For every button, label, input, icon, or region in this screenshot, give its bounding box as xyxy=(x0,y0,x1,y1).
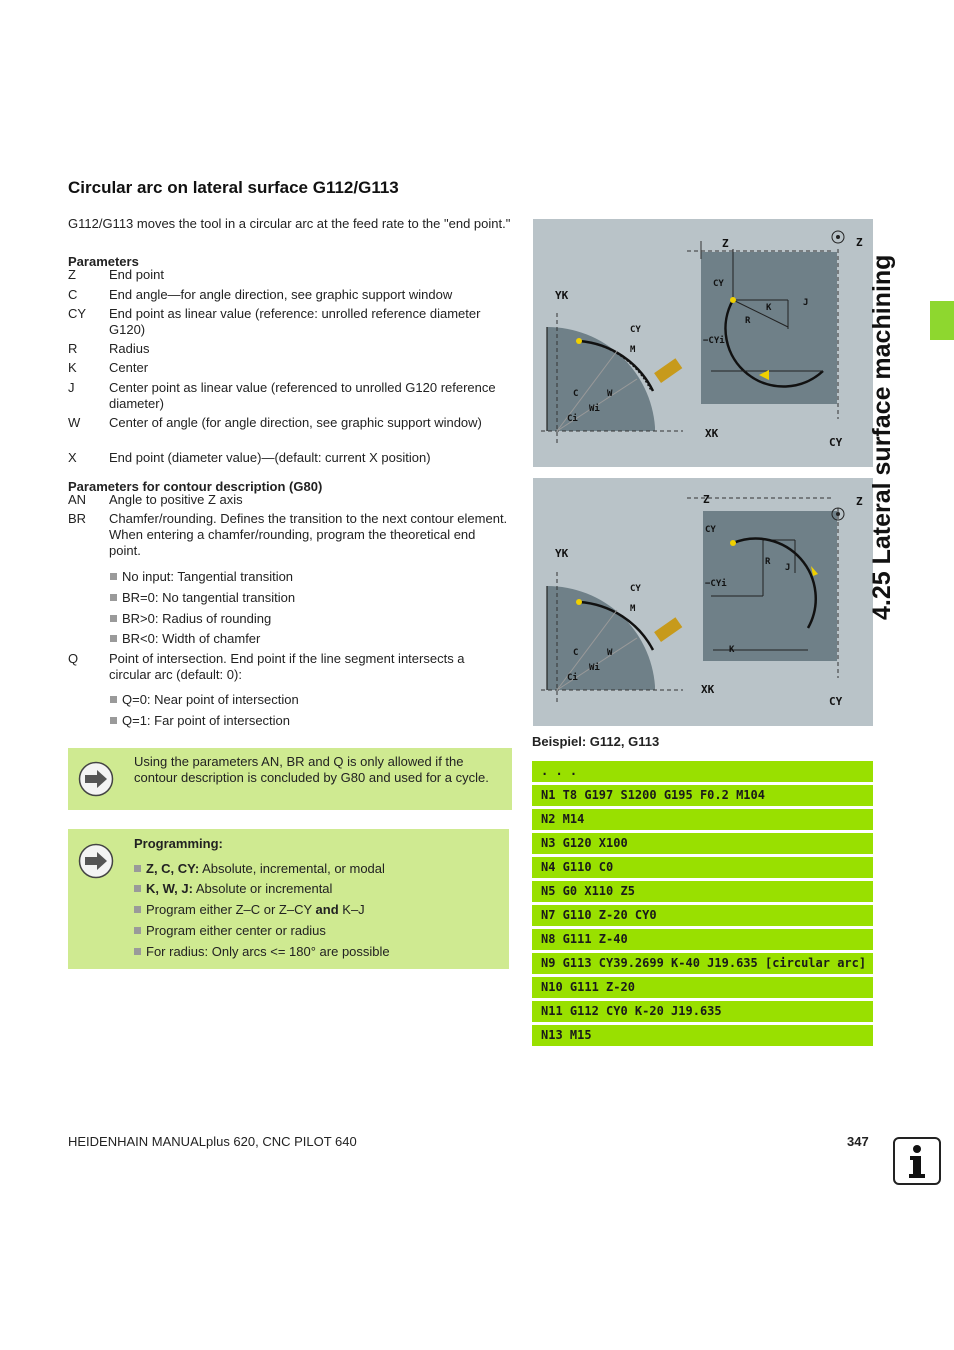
programming-item-bold: K, W, J: xyxy=(146,881,193,896)
bullet-square-icon xyxy=(110,615,117,622)
code-line: N10 G111 Z-20 xyxy=(532,977,873,998)
footer-text: HEIDENHAIN MANUALplus 620, CNC PILOT 640 xyxy=(68,1134,357,1149)
label-xk: XK xyxy=(701,683,715,696)
bullet-item xyxy=(110,611,271,627)
parameter-value: Chamfer/rounding. Defines the transition to the next contour element. When entering a chamfer/rounding, program the theoretical end point. xyxy=(109,511,508,558)
code-line: N7 G110 Z-20 CY0 xyxy=(532,905,873,926)
label-z-right: Z xyxy=(856,495,863,508)
label-c: C xyxy=(573,648,579,658)
chapter-side-label: 4.25 Lateral surface machining xyxy=(868,254,896,620)
note-text: Using the parameters AN, BR and Q is only allowed if the contour description is concluded by G80 and used for a cycle. xyxy=(134,754,489,785)
label-cy-arc: CY xyxy=(630,325,641,335)
section-title: Circular arc on lateral surface G112/G113 xyxy=(68,178,399,197)
parameter-value: Radius xyxy=(109,341,150,356)
label-cy: CY xyxy=(829,695,843,708)
parameter-key: C xyxy=(68,287,78,302)
label-k: K xyxy=(729,645,735,655)
bullet-square-icon xyxy=(134,865,141,872)
bullet-text: Q=1: Far point of intersection xyxy=(122,713,291,728)
code-line: N9 G113 CY39.2699 K-40 J19.635 [circular arc] xyxy=(532,953,873,974)
bullet-square-icon xyxy=(134,927,141,934)
parameter-value: Center of angle (for angle direction, see graphic support window) xyxy=(109,415,482,430)
parameter-key: BR xyxy=(68,511,87,526)
bullet-square-icon xyxy=(134,885,141,892)
label-j: J xyxy=(785,563,791,573)
label-j: J xyxy=(803,298,809,308)
bullet-item xyxy=(110,692,299,708)
arrow-right-icon xyxy=(78,843,114,879)
parameter-value: End point (diameter value)—(default: current X position) xyxy=(109,450,431,465)
parameter-key: Z xyxy=(68,267,76,282)
figure-g112 xyxy=(533,219,873,467)
label-cy-arc: CY xyxy=(630,584,641,594)
label-r: R xyxy=(745,316,751,326)
page-number: 347 xyxy=(847,1134,869,1149)
programming-item-pre: Program either Z–C or Z–CY xyxy=(146,902,316,917)
label-cyi: −CYi xyxy=(705,579,727,589)
programming-item-rest: For radius: Only arcs <= 180° are possible xyxy=(146,944,390,959)
bullet-item xyxy=(110,590,295,606)
programming-item xyxy=(134,861,385,877)
code-line: N11 G112 CY0 K-20 J19.635 xyxy=(532,1001,873,1022)
code-line: N13 M15 xyxy=(532,1025,873,1046)
label-wi: Wi xyxy=(589,663,600,673)
code-line: N5 G0 X110 Z5 xyxy=(532,881,873,902)
label-w: W xyxy=(607,389,613,399)
figure-g113 xyxy=(533,478,873,726)
parameter-value: End point xyxy=(109,267,164,282)
label-z-right: Z xyxy=(856,236,863,249)
figure-g113-drawing xyxy=(533,478,873,726)
programming-heading: Programming: xyxy=(134,836,223,851)
label-cy-top: CY xyxy=(705,525,716,535)
bullet-square-icon xyxy=(134,906,141,913)
code-line: . . . xyxy=(532,761,873,782)
parameter-key: Q xyxy=(68,651,79,666)
code-line: N3 G120 X100 xyxy=(532,833,873,854)
chapter-tab xyxy=(930,301,954,340)
parameter-key: X xyxy=(68,450,77,465)
programming-item xyxy=(134,923,326,939)
bullet-item xyxy=(110,713,290,729)
programming-item-rest: K–J xyxy=(338,902,365,917)
figure-g112-drawing xyxy=(533,219,873,467)
label-k: K xyxy=(766,303,772,313)
parameter-key: CY xyxy=(68,306,87,321)
code-line: N8 G111 Z-40 xyxy=(532,929,873,950)
arrow-right-icon xyxy=(78,761,114,797)
programming-item xyxy=(134,944,390,960)
programming-item-bold: Z, C, CY: xyxy=(146,861,200,876)
note-box-programming xyxy=(68,829,509,969)
label-ci: Ci xyxy=(567,414,578,424)
label-cyi: −CYi xyxy=(703,336,725,346)
programming-item xyxy=(134,902,365,918)
bullet-square-icon xyxy=(110,717,117,724)
label-w: W xyxy=(607,648,613,658)
parameter-value: Center point as linear value (referenced to unrolled G120 reference diameter) xyxy=(109,380,496,411)
bullet-text: Q=0: Near point of intersection xyxy=(122,692,299,707)
label-yk: YK xyxy=(555,289,569,302)
label-c: C xyxy=(573,389,579,399)
bullet-text: No input: Tangential transition xyxy=(122,569,294,584)
label-r: R xyxy=(765,557,771,567)
code-line: N1 T8 G197 S1200 G195 F0.2 M104 xyxy=(532,785,873,806)
label-z: Z xyxy=(722,237,729,250)
parameters-heading: Parameters xyxy=(68,254,139,269)
bullet-square-icon xyxy=(110,635,117,642)
parameter-key: K xyxy=(68,360,77,375)
bullet-item xyxy=(110,569,293,585)
bullet-text: BR=0: No tangential transition xyxy=(122,590,296,605)
label-yk: YK xyxy=(555,547,569,560)
code-line: N2 M14 xyxy=(532,809,873,830)
parameter-value: Point of intersection. End point if the line segment intersects a circular arc (default: 0): xyxy=(109,651,465,682)
parameter-key: W xyxy=(68,415,81,430)
bullet-text: BR>0: Radius of rounding xyxy=(122,611,272,626)
bullet-square-icon xyxy=(134,948,141,955)
parameter-key: R xyxy=(68,341,78,356)
label-cy: CY xyxy=(829,436,843,449)
label-z: Z xyxy=(703,493,710,506)
programming-item-bold: and xyxy=(315,902,339,917)
bullet-square-icon xyxy=(110,573,117,580)
parameter-value: End angle—for angle direction, see graphic support window xyxy=(109,287,453,302)
programming-item-rest: Program either center or radius xyxy=(146,923,326,938)
info-icon xyxy=(893,1137,941,1185)
bullet-square-icon xyxy=(110,696,117,703)
code-line: N4 G110 C0 xyxy=(532,857,873,878)
note-box-cycle xyxy=(68,748,512,810)
label-wi: Wi xyxy=(589,404,600,414)
parameter-value: Angle to positive Z axis xyxy=(109,492,243,507)
parameter-key: AN xyxy=(68,492,87,507)
label-ci: Ci xyxy=(567,673,578,683)
programming-item-rest: Absolute, incremental, or modal xyxy=(199,861,385,876)
label-m: M xyxy=(630,345,636,355)
programming-item-rest: Absolute or incremental xyxy=(192,881,333,896)
bullet-square-icon xyxy=(110,594,117,601)
parameter-value: End point as linear value (reference: unrolled reference diameter G120) xyxy=(109,306,481,337)
label-cy-top: CY xyxy=(713,279,724,289)
label-xk: XK xyxy=(705,427,719,440)
bullet-text: BR<0: Width of chamfer xyxy=(122,631,261,646)
programming-item xyxy=(134,881,332,897)
example-heading: Beispiel: G112, G113 xyxy=(532,734,660,749)
parameter-value: Center xyxy=(109,360,149,375)
bullet-item xyxy=(110,631,260,647)
parameter-key: J xyxy=(68,380,75,395)
label-m: M xyxy=(630,604,636,614)
intro-text: G112/G113 moves the tool in a circular arc at the feed rate to the "end point." xyxy=(68,216,511,231)
contour-parameters-heading: Parameters for contour description (G80) xyxy=(68,479,323,494)
